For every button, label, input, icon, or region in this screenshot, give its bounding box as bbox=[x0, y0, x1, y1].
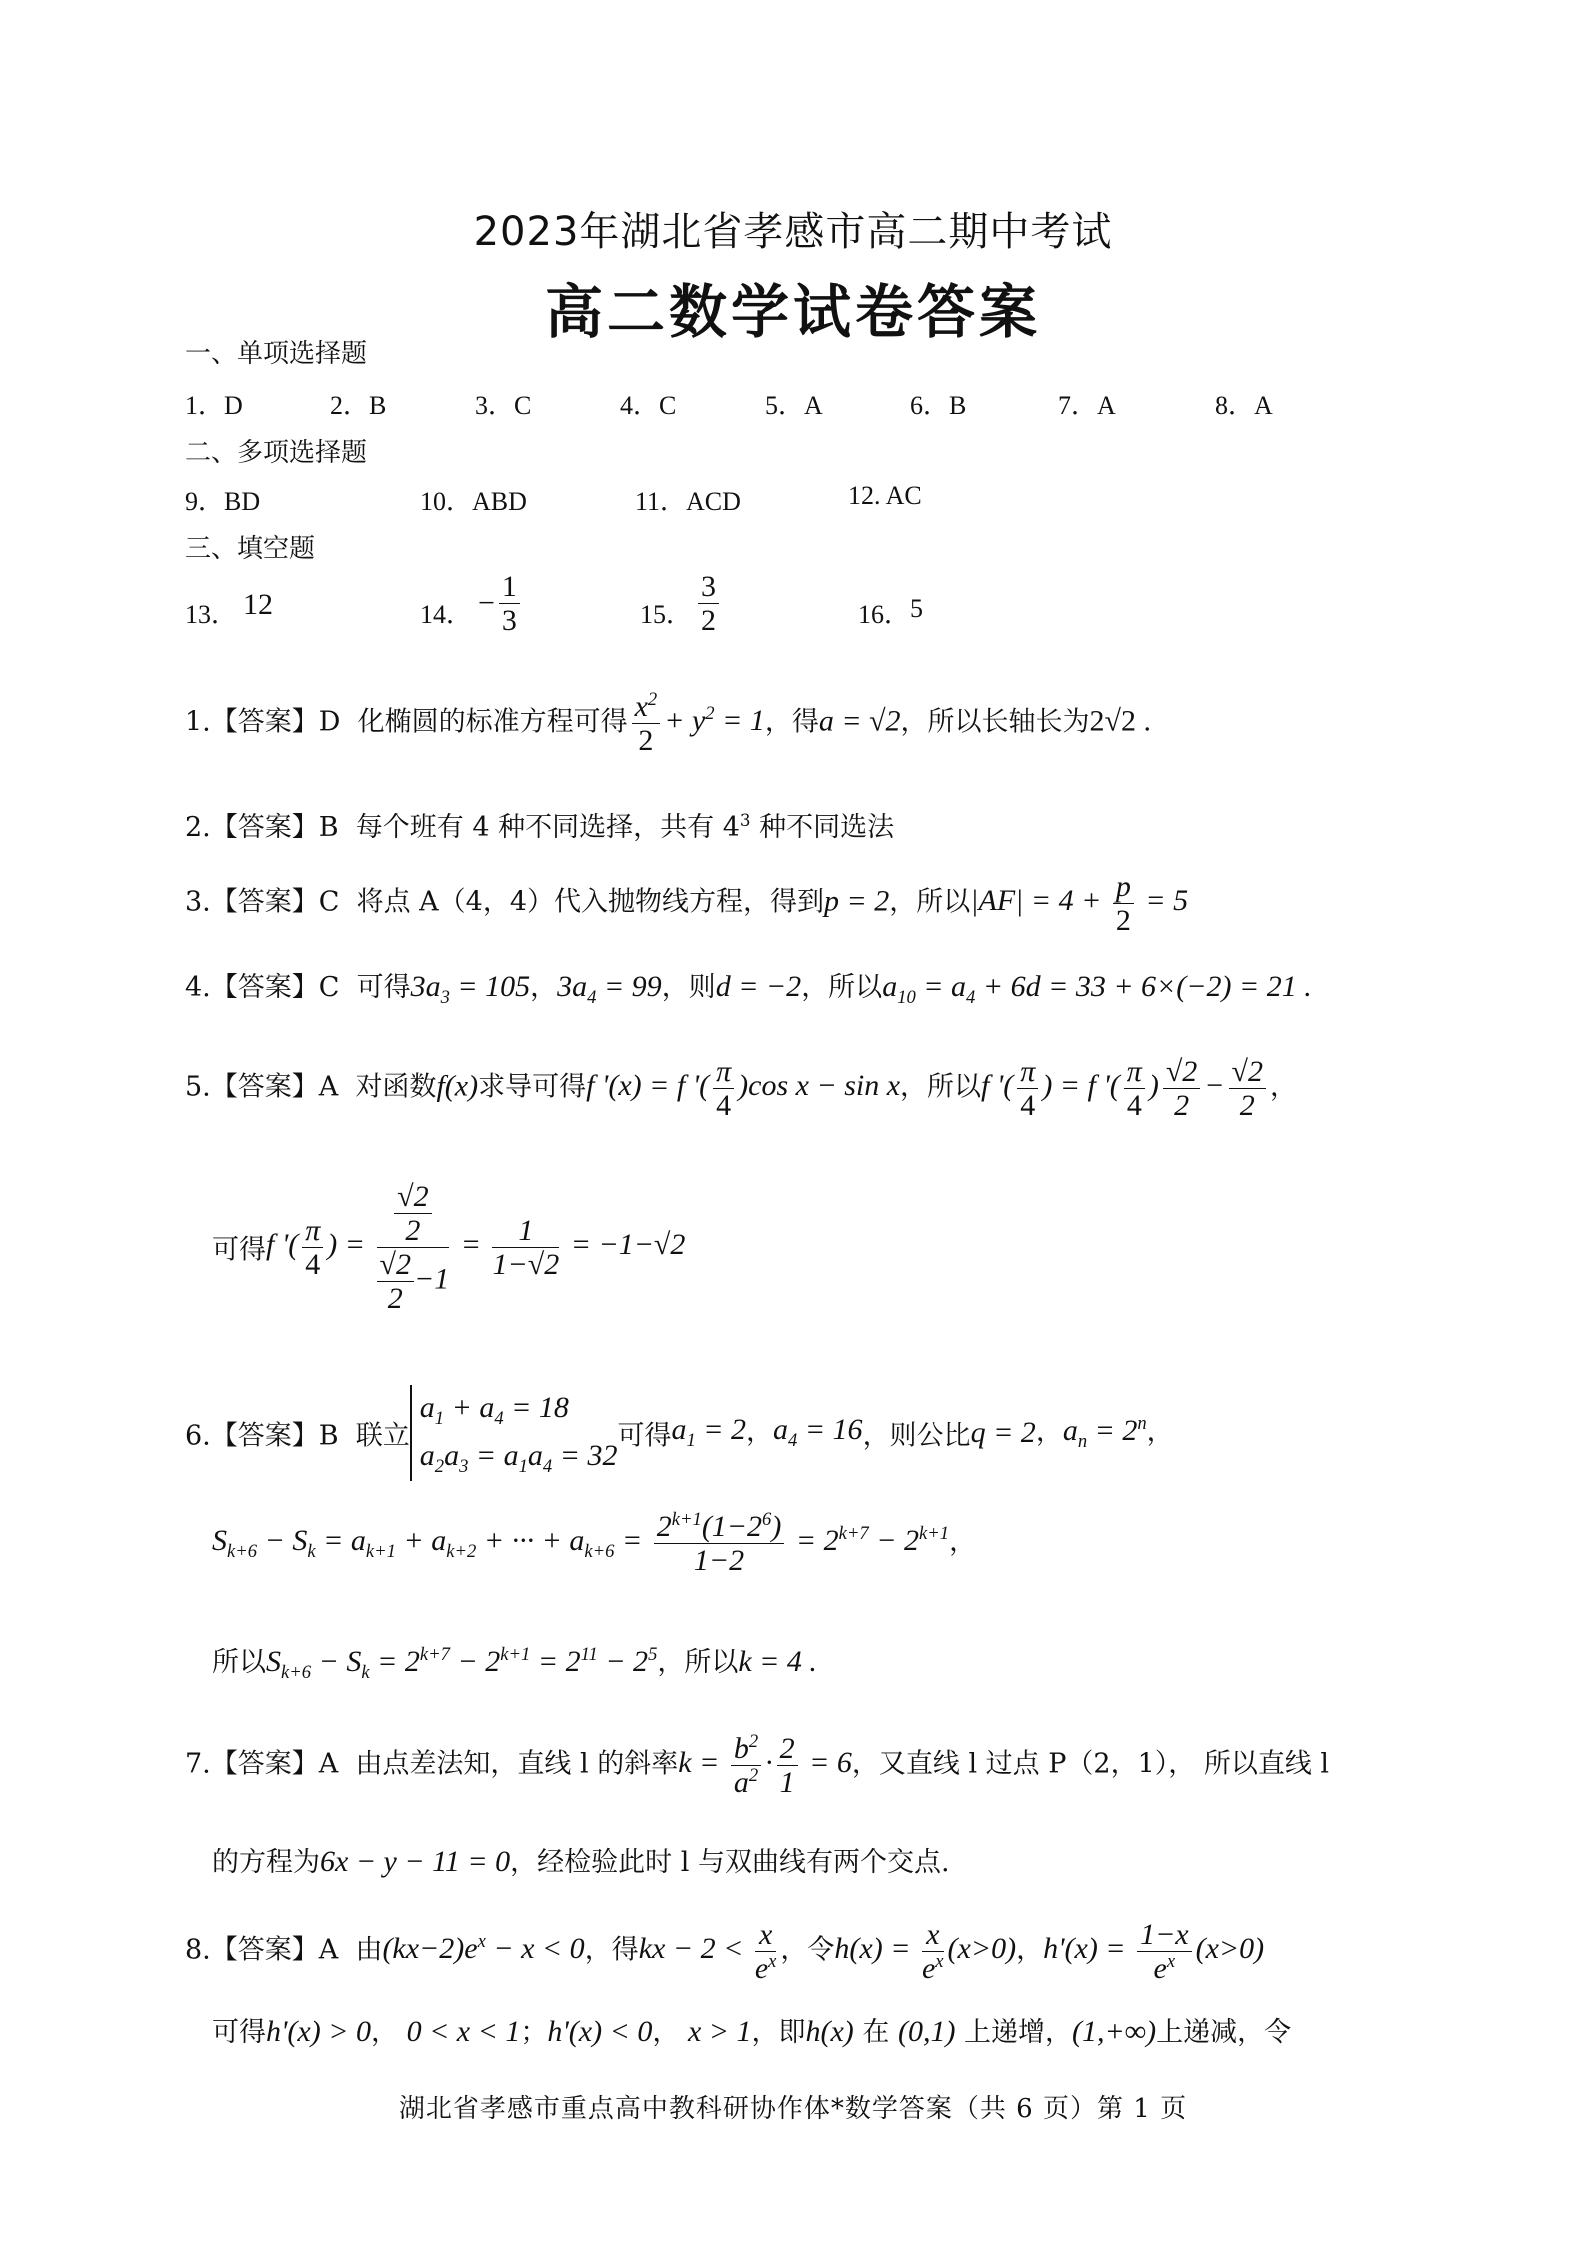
answer-16-value: 5 bbox=[910, 594, 923, 623]
page-footer: 湖北省孝感市重点高中教科研协作体*数学答案（共 6 页）第 1 页 bbox=[398, 2094, 1188, 2124]
answer-11: 11．ACD bbox=[635, 487, 741, 516]
answer-10: 10．ABD bbox=[420, 487, 527, 516]
answer-7: 7．A bbox=[1058, 391, 1116, 420]
section-fill-blank: 三、填空题 bbox=[185, 534, 316, 564]
answer-14-label: 14． bbox=[420, 600, 473, 629]
answer-3: 3．C bbox=[475, 391, 532, 420]
answer-15-label: 15． bbox=[640, 600, 693, 629]
solution-5: 5.【答案】A 对函数f(x)求导可得f '(x) = f '( $\frac{\pi}{4}$ )cos x − sin x，所以f '( $\frac{\pi}{4}$ ) = f '( $\frac{\pi}{4}$ ) $\frac{√2}{2}$ − $\frac{√2}{2}$ ， bbox=[185, 1055, 1298, 1122]
answer-1: 1．D bbox=[185, 391, 243, 420]
solution-7: 7.【答案】A 由点差法知，直线 l 的斜率k = $\frac{b^2}{a^2}$ · $\frac{2}{1}$ = 6，又直线 l 过点 P（2，1）， 所以直线 l bbox=[185, 1731, 1330, 1799]
solution-7-line: 的方程为6x − y − 11 = 0，经检验此时 l 与双曲线有两个交点. bbox=[212, 1845, 950, 1878]
solution-2: 2.【答案】B 每个班有 4 种不同选择，共有 $4^3$ 种不同选法 bbox=[185, 810, 895, 843]
answer-14-value: − $\frac{1}{3}$ bbox=[478, 570, 524, 637]
answer-6: 6．B bbox=[910, 391, 967, 420]
section-single-choice: 一、单项选择题 bbox=[185, 339, 368, 369]
answer-8: 8．A bbox=[1215, 391, 1273, 420]
answer-13-value: 12 bbox=[243, 588, 273, 621]
answer-key-title: 高二数学试卷答案 bbox=[544, 278, 1041, 346]
answer-5: 5．A bbox=[765, 391, 823, 420]
solution-6-result: 所以$S_{k+6} - S_k = 2^{k+7} - 2^{k+1} = 2^{11} - 2^5$，所以k = 4 . bbox=[212, 1644, 817, 1683]
answer-12: 12. AC bbox=[848, 481, 922, 510]
answer-4: 4．C bbox=[620, 391, 677, 420]
answer-16-label: 16． bbox=[858, 600, 911, 629]
solution-3: 3.【答案】C 将点 A（4，4）代入抛物线方程，得到p = 2，所以|AF| = 4 + $\frac{p}{2}$ = 5 bbox=[185, 870, 1189, 937]
answer-2: 2．B bbox=[330, 391, 387, 420]
answer-15-value: $\frac{3}{2}$ bbox=[694, 570, 723, 637]
solution-6-sum: $S_{k+6} - S_k = a_{k+1} + a_{k+2}$ + ··· + $a_{k+6}$ = $\frac{2^{k+1}(1-2^6)}{1-2}$ = $2^{k+7} - 2^{k+1}$， bbox=[212, 1509, 977, 1577]
solution-8-line2: 可得h'(x) > 0， 0 < x < 1；h'(x) < 0， x > 1，即h(x) 在 (0,1) 上递增，(1,+∞)上递减，令 bbox=[212, 2015, 1292, 2048]
solution-4: 4.【答案】C 可得$3a_3 = 105$，$3a_4 = 99$，则d = −2，所以$a_{10} = a_4 + 6d = 33 + 6\times(-2) = 21$ . bbox=[185, 970, 1312, 1008]
solution-5-result: 可得f '( $\frac{\pi}{4}$ ) = $\frac{√2}{2}$ $\frac{√2}{2}$ −1 = $\frac{1}{1-√2}$ = −1−√2 bbox=[212, 1180, 686, 1315]
answer-13-label: 13． bbox=[185, 600, 238, 629]
answer-9: 9．BD bbox=[185, 487, 261, 516]
solution-6: 6.【答案】B 联立$a_1 + a_4 = 18$ $a_2a_3 = a_1a_4 = 32$可得$a_1 = 2$，$a_4 = 16$，则公比q = 2，$a_n = 2^n$， bbox=[185, 1385, 1174, 1481]
solution-8: 8.【答案】A 由$(kx-2)e^x - x < 0$，得kx − 2 < $\frac{x}{e^x}$ ，令h(x) = $\frac{x}{e^x}$ (x>0)，h'(x) = $\frac{1-x}{e^x}$ (x>0) bbox=[185, 1918, 1265, 1985]
section-multi-choice: 二、多项选择题 bbox=[185, 438, 368, 468]
exam-title: 2023年湖北省孝感市高二期中考试 bbox=[473, 209, 1113, 255]
solution-1: 1.【答案】D 化椭圆的标准方程可得 $\frac{x^2}{2}$ + $y^2 = 1$，得a = √2，所以长轴长为2√2 . bbox=[185, 689, 1152, 757]
